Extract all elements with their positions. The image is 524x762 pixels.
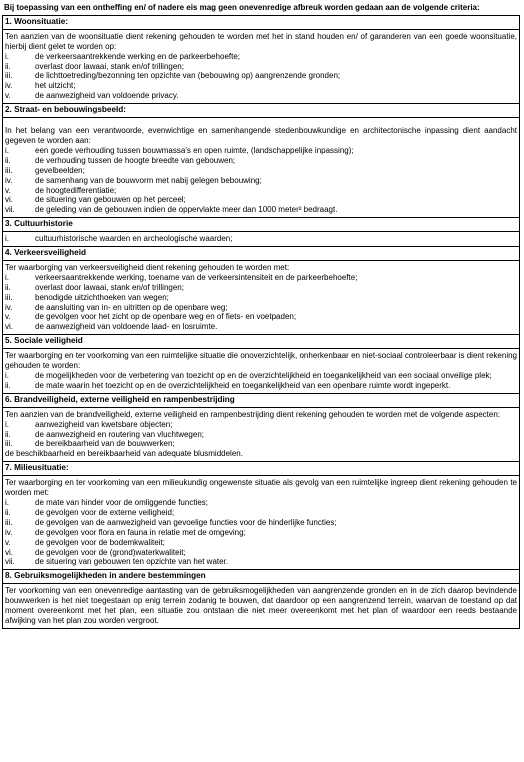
criteria-table	[2, 15, 520, 629]
list-item: i. de mate van hinder voor de omliggende functies;	[5, 497, 208, 507]
list-item: iii. de lichttoetreding/bezonning ten opzichte van (bebouwing op) aangrenzende gronden;	[5, 71, 341, 81]
list-item: i. de verkeersaantrekkende werking en de parkeerbehoefte;	[5, 51, 241, 61]
section-2-title: 2. Straat- en bebouwingsbeeld:	[3, 104, 519, 118]
list-item: v. de gevolgen voor het zicht op de openbare weg en of fiets- en voetpaden;	[5, 312, 297, 322]
section-8-body	[3, 584, 519, 628]
section-7-title: 7. Milieusituatie:	[3, 462, 519, 476]
section-6-text: Ten aanzien van de brandveiligheid, externe veiligheid en rampenbestrijding dient rekening gehouden te worden met de volgende aspecten:	[5, 409, 501, 419]
section-2-text: In het belang van een verantwoorde, evenwichtige en samenhangende stedenbouwkundige en architectonische inpassing dient aandacht gegeven te worden aan:	[5, 126, 517, 145]
list-item: iv. de gevolgen voor flora en fauna in relatie met de omgeving;	[5, 527, 246, 537]
section-8-title: 8. Gebruiksmogelijkheden in andere bestemmingen	[3, 570, 519, 584]
section-1-text: Ten aanzien van de woonsituatie dient rekening gehouden te worden met het in stand houden en/ of garanderen van een goede woonsituatie, hierbij dient gelet te worden op:	[5, 31, 517, 51]
list-item: v. de gevolgen voor de bodemkwaliteit;	[5, 537, 165, 547]
section-4-title: 4. Verkeersveiligheid	[3, 247, 519, 261]
list-item: i. verkeersaantrekkende werking, toename van de verkeersintensiteit en de parkeerbehoefte;	[5, 272, 358, 282]
list-item: ii. overlast door lawaai, stank en/of trillingen;	[5, 61, 184, 71]
section-2-body	[3, 118, 519, 218]
list-item: ii. de verhouding tussen de hoogte breedte van gebouwen;	[5, 155, 236, 165]
section-7-text: Ter waarborging en ter voorkoming van een milieukundig ongewenste situatie als gevolg van een ruimtelijke ingreep dient rekening gehouden te worden met:	[5, 478, 517, 498]
section-3-body	[3, 232, 519, 247]
criteria-document	[2, 2, 520, 629]
list-item: vi. de aanwezigheid van voldoende laad- en losruimte.	[5, 322, 218, 332]
section-1-title: 1. Woonsituatie:	[3, 16, 519, 30]
section-5-body	[3, 349, 519, 394]
list-item: vi. de gevolgen voor de (grond)waterkwaliteit;	[5, 547, 186, 557]
list-item: v. de aanwezigheid van voldoende privacy.	[5, 91, 179, 101]
section-7-body	[3, 476, 519, 570]
list-item: ii. de aanwezigheid en routering van vluchtwegen;	[5, 429, 205, 439]
list-item: iv. de samenhang van de bouwvorm met nabij gelegen bebouwing;	[5, 175, 262, 185]
list-item: vi. de situering van gebouwen op het perceel;	[5, 195, 186, 205]
section-6-body	[3, 408, 519, 463]
section-6-tail: de beschikbaarheid en bereikbaarheid van adequate blusmiddelen.	[5, 449, 243, 459]
list-item: vii. de geleding van de gebouwen indien de oppervlakte meer dan 1000 meter² bedraagt.	[5, 205, 338, 215]
list-item: iii. gevelbeelden;	[5, 165, 85, 175]
list-item: i. cultuurhistorische waarden en archeologische waarden;	[5, 234, 233, 244]
list-item: iii. benodigde uitzichthoeken van wegen;	[5, 292, 169, 302]
section-3-title: 3. Cultuurhistorie	[3, 218, 519, 232]
list-item: i. aanwezigheid van kwetsbare objecten;	[5, 419, 173, 429]
list-item: ii. overlast door lawaai, stank en/of trillingen;	[5, 282, 184, 292]
list-item: ii. de mate waarin het toezicht op en de overzichtelijkheid en toegankelijkheid van een openbare ruimte wordt ingeperkt.	[5, 380, 451, 390]
list-item: iii. de bereikbaarheid van de bouwwerken;	[5, 439, 175, 449]
list-item: iv. het uitzicht;	[5, 81, 76, 91]
section-1-body	[3, 30, 519, 104]
section-4-body	[3, 261, 519, 335]
list-item: vii. de situering van gebouwen ten opzichte van het water.	[5, 557, 229, 567]
list-item: v. de hoogtedifferentiatie;	[5, 185, 117, 195]
list-item: iv. de aansluiting van in- en uitritten op de openbare weg;	[5, 302, 228, 312]
section-5-title: 5. Sociale veiligheid	[3, 335, 519, 349]
list-item: i. een goede verhouding tussen bouwmassa's en open ruimte, (landschappelijke inpassing);	[5, 145, 354, 155]
list-item: i. de mogelijkheden voor de verbetering van toezicht op en de overzichtelijkheid en toegankelijkheid van een sociaal onveilige plek;	[5, 371, 492, 380]
list-item: ii. de gevolgen voor de externe veiligheid;	[5, 507, 175, 517]
section-4-text: Ter waarborging van verkeersveiligheid dient rekening gehouden te worden met:	[5, 262, 290, 272]
intro-text: Bij toepassing van een ontheffing en/ of nadere eis mag geen onevenredige afbreuk worden gedaan aan de volgende criteria:	[4, 3, 480, 12]
section-6-title: 6. Brandveiligheid, externe veiligheid en rampenbestrijding	[3, 394, 519, 408]
section-5-text: Ter waarborging en ter voorkoming van een ruimtelijke situatie die onoverzichtelijk, onherkenbaar en niet-sociaal controleerbaar is dient rekening gehouden te worden:	[5, 351, 517, 371]
section-8-text: Ter voorkoming van een onevenredige aantasting van de gebruiksmogelijkheden van aangrenzende gronden en in de zich daarop bevindende bouwwerken is het niet toegestaan op enig terrein zodanig te bouwen, dat daardoor op een aangrenzend terrein, waarvan de toestand op dat moment overeenkomt met het plan, een situatie zou ontstaan die niet meer overeenkomt met het plan of waardoor een reeds bestaande afwijking van het plan zou worden vergroot.	[5, 586, 517, 625]
list-item: iii. de gevolgen van de aanwezigheid van gevoelige functies voor de hinderlijke functies;	[5, 517, 337, 527]
